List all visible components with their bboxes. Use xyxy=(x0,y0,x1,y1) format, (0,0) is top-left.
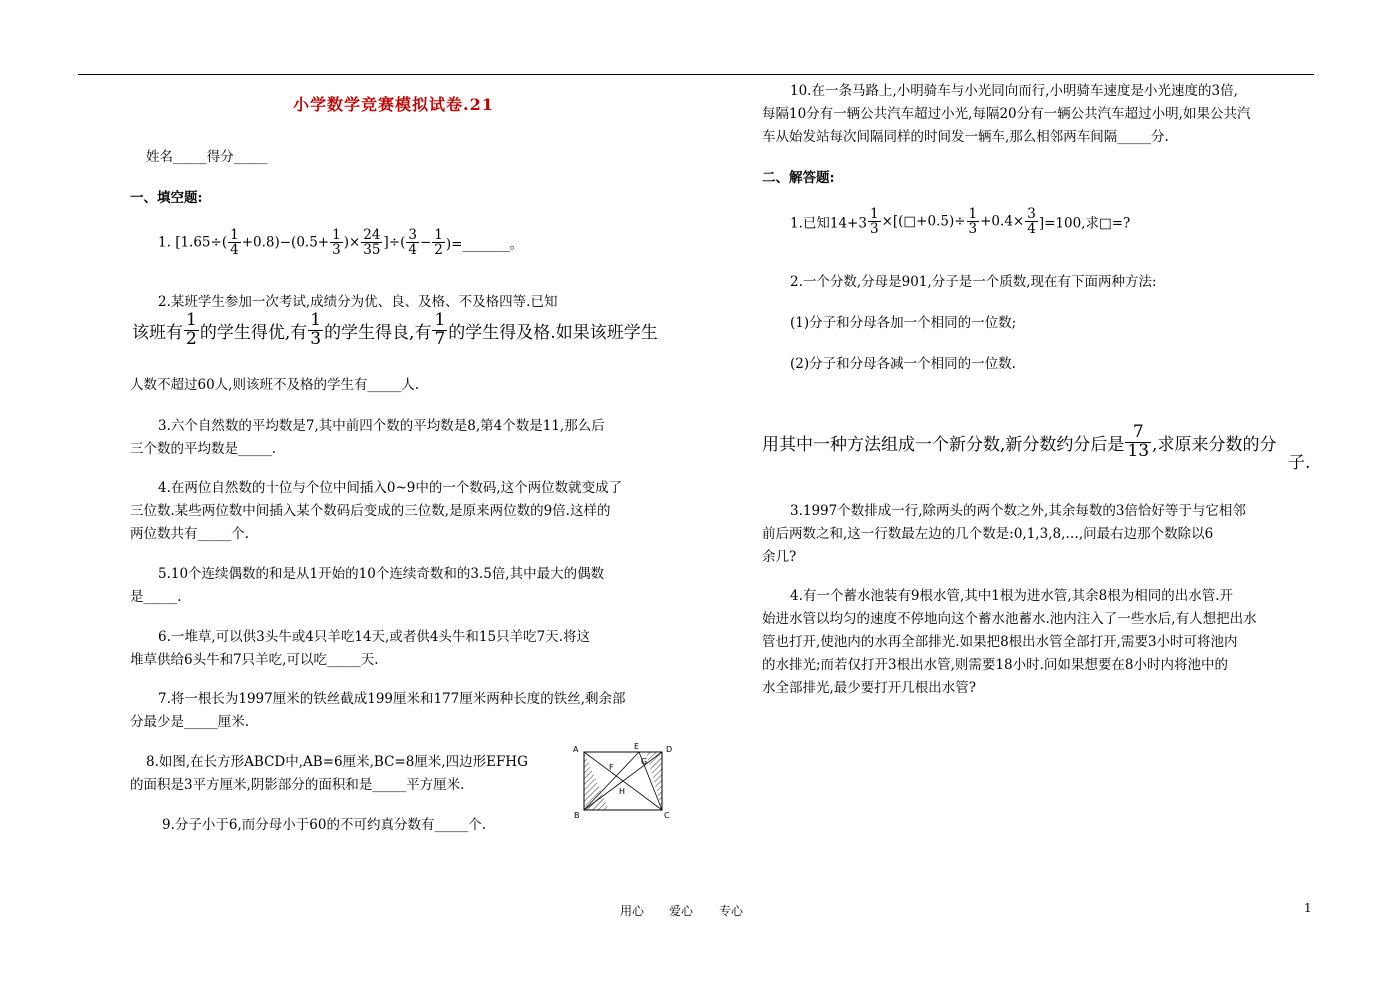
label-c: C xyxy=(664,811,670,820)
question-7-line-1: 7.将一根长为1997厘米的铁丝截成199厘米和177厘米两种长度的铁丝,剩余部 xyxy=(158,691,626,707)
question-3-line-2: 三个数的平均数是_____. xyxy=(130,441,277,457)
label-e: E xyxy=(634,742,640,751)
fraction: $\frac{1}{3}$ xyxy=(332,227,341,259)
answer-question-2-option-2: (2)分子和分母各减一个相同的一位数. xyxy=(790,356,1016,372)
label-g: G xyxy=(641,757,648,766)
answer-question-4-line-1: 4.有一个蓄水池装有9根水管,其中1根为进水管,其余8根为相同的出水管.开 xyxy=(790,588,1234,604)
question-6-line-1: 6.一堆草,可以供3头牛或4只羊吃14天,或者供4头牛和15只羊吃7天.将这 xyxy=(158,629,590,645)
answer-question-4-line-4: 的水排光;而若仅打开3根出水管,则需要18小时.问如果想要在8小时内将池中的 xyxy=(762,657,1228,673)
footer-word-2: 爱心 xyxy=(669,904,694,918)
question-5-line-1: 5.10个连续偶数的和是从1开始的10个连续奇数和的3.5倍,其中最大的偶数 xyxy=(158,566,605,582)
label-a: A xyxy=(573,745,579,754)
answer-question-3-line-3: 余几? xyxy=(762,549,797,565)
question-8-line-1: 8.如图,在长方形ABCD中,AB=6厘米,BC=8厘米,四边形EFHG xyxy=(146,754,528,770)
question-10-line-1: 10.在一条马路上,小明骑车与小光同向而行,小明骑车速度是小光速度的3倍, xyxy=(790,83,1238,99)
question-2-line-1: 2.某班学生参加一次考试,成绩分为优、良、及格、不及格四等.已知 xyxy=(158,294,558,310)
header-rule xyxy=(78,74,1314,75)
footer-word-3: 专心 xyxy=(719,904,744,918)
page-number: 1 xyxy=(1304,901,1312,915)
fraction: $\frac{1}{3}$ xyxy=(310,310,322,349)
label-h: H xyxy=(619,787,626,796)
question-2-line-2: 该班有 $\frac{1}{2}$ 的学生得优,有 $\frac{1}{3}$ 的学生得良,有 $\frac{1}{7}$ 的学生得及格.如果该班学生 xyxy=(132,310,658,349)
fraction: $\frac{1}{2}$ xyxy=(434,227,443,259)
question-4-line-1: 4.在两位自然数的十位与个位中间插入0~9中的一个数码,这个两位数就变成了 xyxy=(158,480,623,496)
question-4-line-3: 两位数共有_____个. xyxy=(130,526,250,542)
answer-question-3-line-1: 3.1997个数排成一行,除两头的两个数之外,其余每数的3倍恰好等于与它相邻 xyxy=(790,503,1246,519)
section-fill-in-heading: 一、填空题: xyxy=(130,190,203,206)
question-9: 9.分子小于6,而分母小于60的不可约真分数有_____个. xyxy=(162,817,486,833)
fraction: $\frac{1}{3}$ xyxy=(968,206,978,238)
answer-question-2-option-1: (1)分子和分母各加一个相同的一位数; xyxy=(790,315,1017,331)
label-f: F xyxy=(609,763,614,772)
section-answer-heading: 二、解答题: xyxy=(762,170,835,186)
answer-question-2-line-4: 用其中一种方法组成一个新分数,新分数约分后是 $\frac{7}{13}$ ,求原来分数的分 xyxy=(762,422,1277,461)
question-1: 1. [1.65÷( $\frac{1}{4}$ +0.8)−(0.5+ $\frac{1}{3}$ )× $\frac{24}{35}$ ]÷( $\frac{3}{4}$ − $\frac{1}{2}$ )=_______。 xyxy=(158,227,524,259)
answer-question-4-line-2: 始进水管以均匀的速度不停地向这个蓄水池蓄水.池内注入了一些水后,有人想把出水 xyxy=(762,611,1257,627)
question-2-line-3: 人数不超过60人,则该班不及格的学生有_____人. xyxy=(130,377,420,393)
question-7-line-2: 分最少是_____厘米. xyxy=(130,714,250,730)
page-title: 小学数学竞赛模拟试卷.21 xyxy=(293,95,494,114)
shaded-region-left xyxy=(584,752,609,810)
answer-question-2-line-1: 2.一个分数,分母是901,分子是一个质数,现在有下面两种方法: xyxy=(790,274,1157,290)
question-6-line-2: 堆草供给6头牛和7只羊吃,可以吃_____天. xyxy=(130,652,379,668)
fraction: $\frac{24}{35}$ xyxy=(363,227,381,259)
rectangle-figure xyxy=(568,738,680,824)
name-score-line: 姓名_____得分_____ xyxy=(146,149,268,165)
answer-question-2-line-4-end: 子. xyxy=(1288,453,1311,473)
fraction: $\frac{1}{3}$ xyxy=(869,206,879,238)
fraction: $\frac{1}{2}$ xyxy=(186,310,197,349)
question-5-line-2: 是_____. xyxy=(130,589,182,605)
question-3-line-1: 3.六个自然数的平均数是7,其中前四个数的平均数是8,第4个数是11,那么后 xyxy=(158,418,605,434)
question-10-line-3: 车从始发站每次间隔同样的时间发一辆车,那么相邻两车间隔_____分. xyxy=(762,129,1169,145)
label-d: D xyxy=(666,745,673,754)
fraction: $\frac{3}{4}$ xyxy=(408,227,417,259)
question-10-line-2: 每隔10分有一辆公共汽车超过小光,每隔20分有一辆公共汽车超过小明,如果公共汽 xyxy=(762,106,1251,122)
fraction: $\frac{3}{4}$ xyxy=(1027,206,1036,238)
answer-question-4-line-3: 管也打开,使池内的水再全部排光.如果把8根出水管全部打开,需要3小时可将池内 xyxy=(762,634,1238,650)
fraction: $\frac{1}{7}$ xyxy=(434,310,446,349)
answer-question-3-line-2: 前后两数之和,这一行数最左边的几个数是:0,1,3,8,…,问最右边那个数除以6 xyxy=(762,526,1214,542)
answer-question-4-line-5: 水全部排光,最少要打开几根出水管? xyxy=(762,680,977,696)
question-8-line-2: 的面积是3平方厘米,阴影部分的面积和是_____平方厘米. xyxy=(130,777,465,793)
answer-question-1: 1.已知14+3 $\frac{1}{3}$ ×[(□+0.5)÷ $\frac{1}{3}$ +0.4× $\frac{3}{4}$ ]=100,求□=? xyxy=(790,206,1131,238)
fraction: $\frac{1}{4}$ xyxy=(230,227,239,259)
footer-word-1: 用心 xyxy=(620,904,645,918)
label-b: B xyxy=(574,811,580,820)
question-4-line-2: 三位数.某些两位数中间插入某个数码后变成的三位数,是原来两位数的9倍.这样的 xyxy=(130,503,611,519)
fraction: $\frac{7}{13}$ xyxy=(1127,422,1150,461)
